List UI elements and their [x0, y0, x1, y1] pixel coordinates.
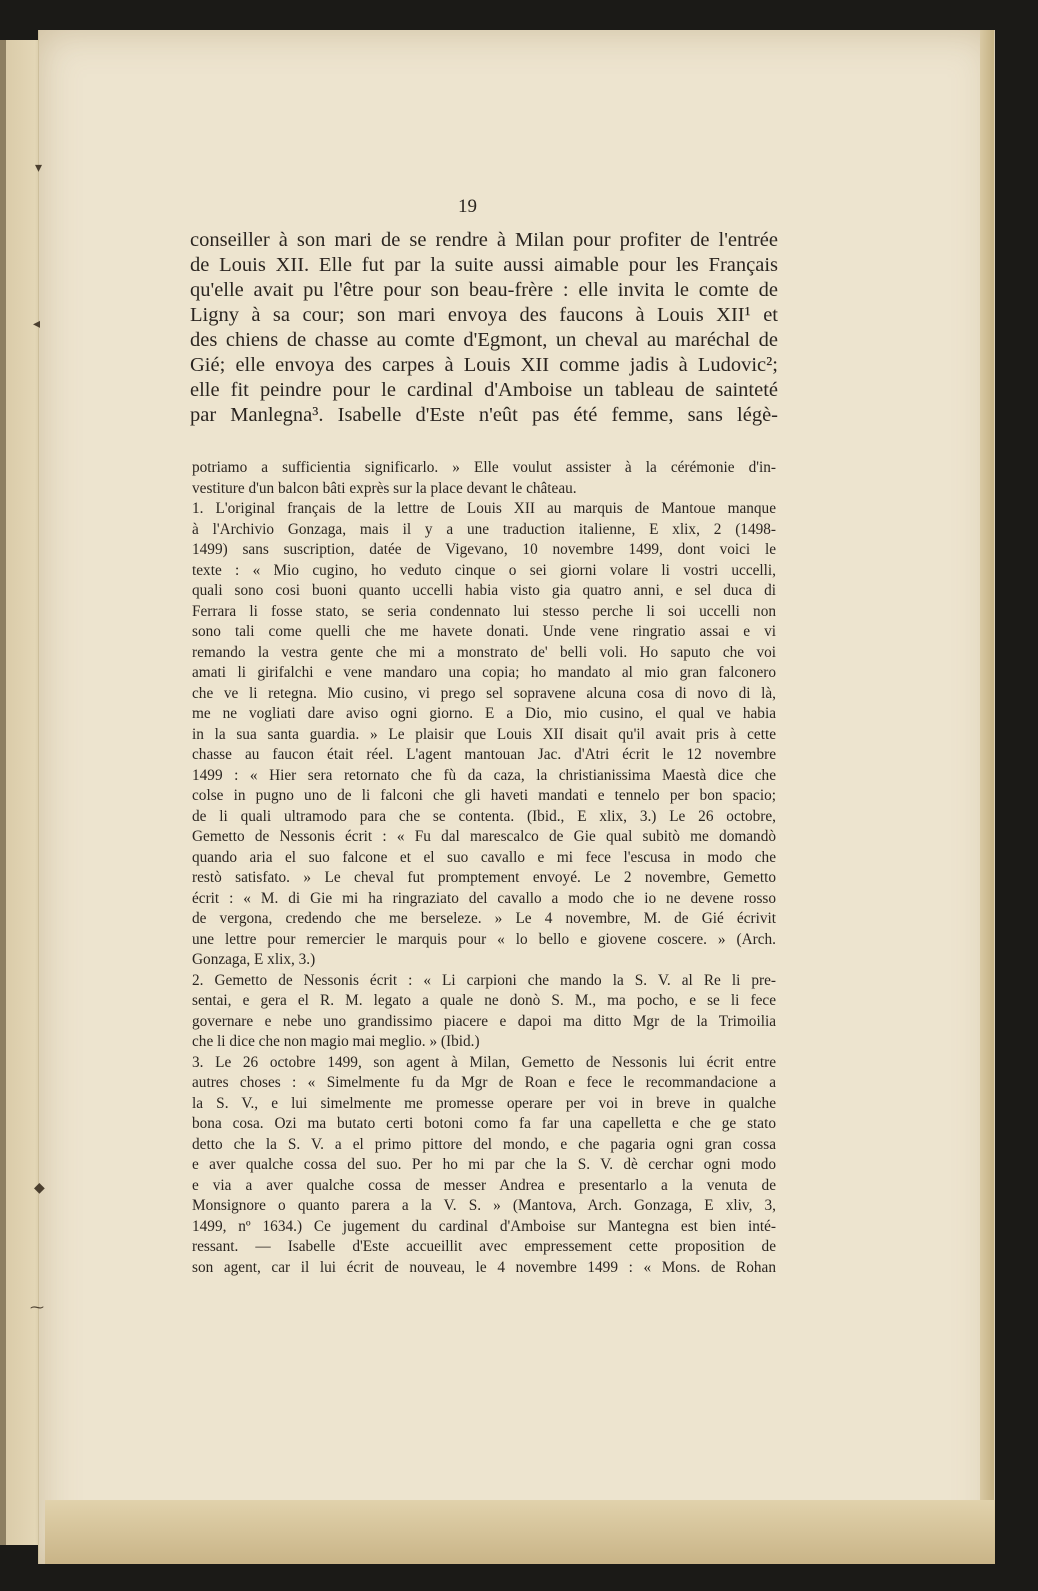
page-number: 19 [458, 196, 477, 217]
margin-mark: ◆ [34, 1181, 45, 1196]
footnote-line: che li dice che non magio mai meglio. » (Ibid.) [192, 1033, 480, 1050]
footnote-line: autres choses : « Simelmente fu da Mgr de Roan e fece le recommandacione a [192, 1074, 776, 1091]
footnote-line: Gemetto de Nessonis écrit : « Fu dal marescalco de Gie qual subitò me domandò [192, 828, 776, 845]
footnote-line: son agent, car il lui écrit de nouveau, le 4 novembre 1499 : « Mons. de Rohan [192, 1258, 776, 1276]
margin-mark: ◂ [33, 317, 41, 332]
footnote-line: 2. Gemetto de Nessonis écrit : « Li carpioni che mando la S. V. al Re li pre- [192, 971, 776, 989]
footnote-line: écrit : « M. di Gie mi ha ringraziato del cavallo a modo che io ne devene rosso [192, 889, 776, 907]
margin-mark: ▾ [35, 161, 43, 176]
footnote-line: quali sono cosi buoni quanto uccelli habia visto gia quatro anni, e sel duca di [192, 582, 776, 599]
footnote-line: 3. Le 26 octobre 1499, son agent à Milan, Gemetto de Nessonis lui écrit entre [192, 1053, 776, 1071]
footnote-line: chasse au faucon était réel. L'agent mantouan Jac. d'Atri écrit le 12 novembre [192, 746, 776, 763]
text-line: Ligny à sa cour; son mari envoya des faucons à Louis XII¹ et [190, 304, 778, 326]
main-text [190, 228, 778, 428]
footnote-line: de li quali ultramodo para che se contenta. (Ibid., E xlix, 3.) Le 26 octobre, [192, 807, 776, 825]
footnote-line: vestiture d'un balcon bâti exprès sur la place devant le château. [192, 479, 577, 497]
page-bottom-edge [45, 1500, 995, 1564]
footnotes [192, 458, 776, 1278]
footnote-line: in la sua santa guardia. » Le plaisir que Louis XII disait qu'il avait pris à cette [192, 725, 776, 743]
footnote-line: 1499 : « Hier sera retornato che fù da caza, la christianissima Maestà dice che [192, 766, 776, 784]
footnote-line: texte : « Mio cugino, ho veduto cinque o sei giorni volare li vostri uccelli, [192, 561, 776, 579]
footnote-line: bona cosa. Ozi ma butato certi botoni como fa far una capelletta e che ge stato [192, 1115, 776, 1132]
page-fore-edge [980, 30, 994, 1560]
footnote-line: Gonzaga, E xlix, 3.) [192, 951, 316, 968]
footnote-line: colse in pugno uno de li falconi che gli haveti mandati e tennelo per bon spacio; [192, 787, 776, 804]
footnote-line: quando aria el suo falcone et el suo cavallo e mi fece l'escusa in modo che [192, 848, 776, 866]
footnote-line: la S. V., e lui simelmente me promesse operare per voi in breve in qualche [192, 1094, 776, 1112]
book-spine [0, 40, 6, 1545]
footnote-line: Monsignore o quanto parera a la V. S. » (Mantova, Arch. Gonzaga, E xliv, 3, [192, 1197, 776, 1214]
footnote-line: governare e nebe uno grandissimo piacere e dapoi ma ditto Mgr de la Trimoilia [192, 1012, 776, 1030]
text-line: qu'elle avait pu l'être pour son beau-frère : elle invita le comte de [190, 279, 778, 301]
footnote-line: e aver qualche cossa del suo. Per ho mi par che la S. V. dè cerchar ogni modo [192, 1156, 776, 1173]
text-line: Gié; elle envoya des carpes à Louis XII comme jadis à Ludovic²; [190, 354, 778, 376]
text-line: de Louis XII. Elle fut par la suite aussi aimable pour les Français [190, 254, 778, 276]
footnote-line: de vergona, credendo che me berseleze. » Le 4 novembre, M. de Gié écrivit [192, 910, 776, 927]
footnote-line: e via a aver qualche cossa de messer Andrea e presentarlo a la venuta de [192, 1176, 776, 1194]
footnote-line: à l'Archivio Gonzaga, mais il y a une traduction italienne, E xlix, 2 (1498- [192, 520, 776, 538]
footnote-line: remando la vestra gente che mi a monstrato de' belli voli. Ho saputo che voi [192, 643, 776, 661]
footnote-line: 1499, nº 1634.) Ce jugement du cardinal d'Amboise sur Mantegna est bien inté- [192, 1217, 776, 1235]
margin-mark: ⁓ [30, 1301, 44, 1316]
footnote-line: potriamo a sufficientia significarlo. » Elle voulut assister à la cérémonie d'in- [192, 459, 776, 476]
footnote-line: amati li girifalchi e vene mandaro una copia; ho mandato al mio gran falconero [192, 664, 776, 681]
footnote-line: ressant. — Isabelle d'Este accueillit avec empressement cette proposition de [192, 1238, 776, 1255]
footnote-line: 1. L'original français de la lettre de Louis XII au marquis de Mantoue manque [192, 500, 776, 517]
footnote-line: sentai, e gera el R. M. legato a quale ne donò S. M., ma pocho, e se li fece [192, 992, 776, 1009]
footnote-line: 1499) sans suscription, datée de Vigevano, 10 novembre 1499, dont voici le [192, 541, 776, 558]
footnote-line: detto che la S. V. a el primo pittore del mondo, e che pagaria ogni gran cossa [192, 1135, 776, 1153]
footnote-line: che ve li retegna. Mio cusino, vi prego sel sopravene alcuna cosa di novo di là, [192, 684, 776, 702]
footnote-line: une lettre pour remercier le marquis pour « lo bello e giovene coscere. » (Arch. [192, 930, 776, 948]
text-line: par Manlegna³. Isabelle d'Este n'eût pas été femme, sans légè- [190, 404, 778, 426]
footnote-line: Ferrara li fosse stato, se seria condennato lui stesso perche li soi uccelli non [192, 602, 776, 620]
footnote-line: sono tali come quelli che me havete donati. Unde vene ringratio assai e vi [192, 623, 776, 640]
text-line: des chiens de chasse au comte d'Egmont, un cheval au maréchal de [190, 329, 778, 351]
text-line: conseiller à son mari de se rendre à Milan pour profiter de l'entrée [190, 229, 778, 251]
text-line: elle fit peindre pour le cardinal d'Amboise un tableau de sainteté [190, 379, 778, 401]
footnote-line: restò satisfato. » Le cheval fut promptement envoyé. Le 2 novembre, Gemetto [192, 869, 776, 886]
footnote-line: me ne vogliati dare aviso ogni giorno. E a Dio, mio cusino, el qual ve habia [192, 705, 776, 722]
